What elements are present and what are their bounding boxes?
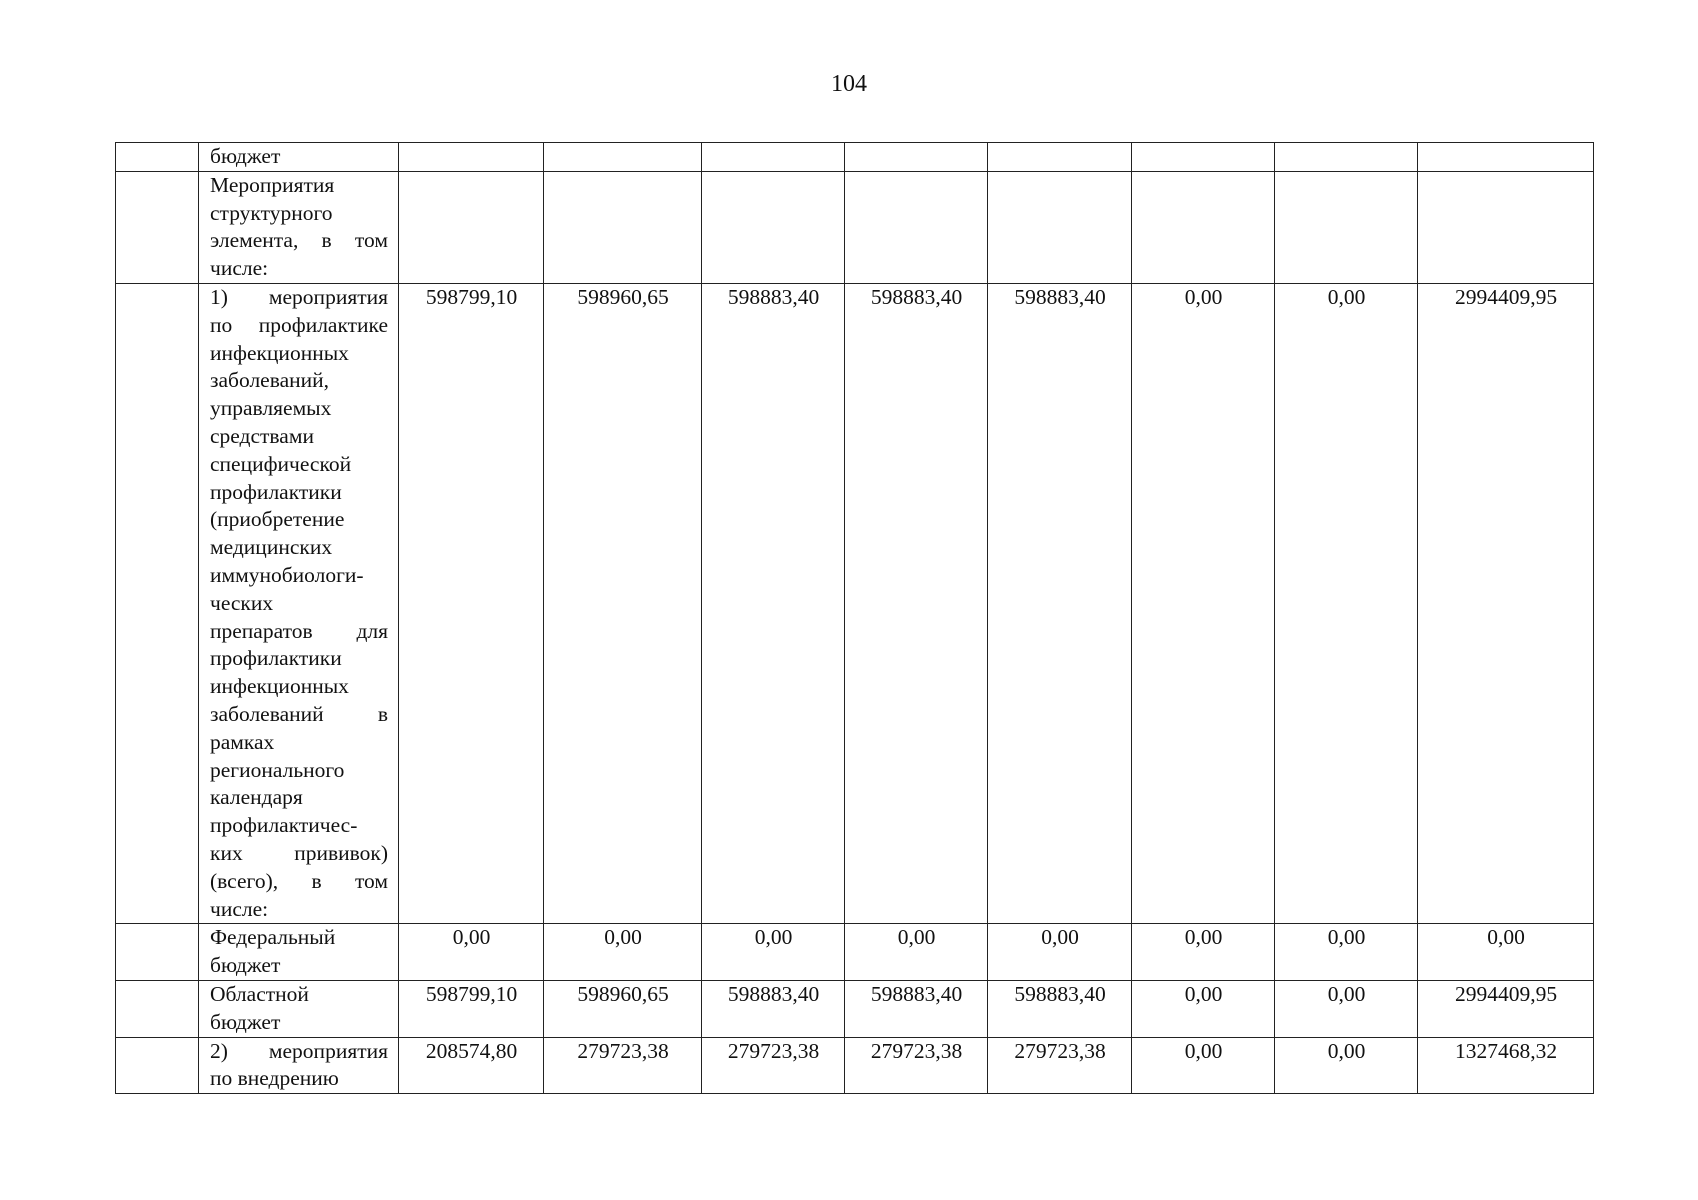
description-line: профилактики: [210, 646, 342, 671]
value-cell: [988, 143, 1132, 172]
table-row: [116, 1037, 1594, 1094]
value-cell: 0,00: [544, 924, 702, 981]
row-number-cell: [116, 143, 199, 172]
value-cell: 0,00: [1275, 283, 1418, 923]
description-line: ких прививок): [210, 840, 388, 865]
description-line: иммунобиологи-: [210, 562, 364, 587]
description-cell: [199, 143, 399, 172]
description-line: Областной: [210, 981, 309, 1006]
value-cell: 2994409,95: [1418, 980, 1594, 1037]
description-line: инфекционных: [210, 674, 349, 699]
value-cell: [845, 143, 988, 172]
budget-table: [115, 142, 1594, 1094]
row-number-cell: [116, 283, 199, 923]
description-line: ческих: [210, 590, 274, 615]
page-number: 104: [831, 71, 867, 97]
value-cell: 279723,38: [702, 1037, 845, 1094]
value-cell: 0,00: [399, 924, 544, 981]
value-cell: 208574,80: [399, 1037, 544, 1094]
value-cell: 0,00: [1275, 924, 1418, 981]
row-number-cell: [116, 171, 199, 283]
row-number-cell: [116, 980, 199, 1037]
value-cell: [988, 171, 1132, 283]
value-cell: 279723,38: [988, 1037, 1132, 1094]
value-cell: 1327468,32: [1418, 1037, 1594, 1094]
table-row: [116, 143, 1594, 172]
description-line: элемента, в том: [210, 228, 388, 253]
table-row: [116, 283, 1594, 923]
value-cell: [702, 171, 845, 283]
description-line: инфекционных: [210, 340, 349, 365]
value-cell: [544, 143, 702, 172]
value-cell: 0,00: [1132, 924, 1275, 981]
value-cell: [399, 143, 544, 172]
description-line: календаря: [210, 785, 303, 810]
value-cell: 598883,40: [988, 980, 1132, 1037]
description-line: числе:: [210, 896, 269, 921]
description-line: заболеваний в: [210, 701, 388, 726]
description-line: бюджет: [210, 144, 281, 168]
description-line: рамках: [210, 729, 275, 754]
description-line: профилактичес-: [210, 813, 358, 838]
value-cell: 598883,40: [845, 980, 988, 1037]
value-cell: [544, 171, 702, 283]
value-cell: 0,00: [1132, 980, 1275, 1037]
value-cell: [1132, 171, 1275, 283]
value-cell: [845, 171, 988, 283]
value-cell: 0,00: [845, 924, 988, 981]
description-line: Федеральный: [210, 925, 336, 950]
value-cell: 598883,40: [702, 283, 845, 923]
description-cell: [199, 924, 399, 981]
description-line: 2) мероприятия: [210, 1038, 388, 1063]
description-cell: [199, 171, 399, 283]
description-line: бюджет: [210, 953, 281, 978]
value-cell: 598883,40: [845, 283, 988, 923]
value-cell: 0,00: [1132, 1037, 1275, 1094]
description-line: медицинских: [210, 535, 333, 560]
row-number-cell: [116, 1037, 199, 1094]
value-cell: [1418, 171, 1594, 283]
value-cell: 279723,38: [845, 1037, 988, 1094]
value-cell: [399, 171, 544, 283]
description-line: по внедрению: [210, 1066, 339, 1091]
value-cell: 0,00: [1132, 283, 1275, 923]
value-cell: [1275, 171, 1418, 283]
value-cell: 598883,40: [702, 980, 845, 1037]
value-cell: 598960,65: [544, 283, 702, 923]
description-cell: [199, 1037, 399, 1094]
table-row: [116, 171, 1594, 283]
description-line: управляемых: [210, 396, 332, 421]
table-row: [116, 924, 1594, 981]
value-cell: 0,00: [1275, 1037, 1418, 1094]
description-line: числе:: [210, 256, 269, 281]
description-cell: [199, 980, 399, 1037]
value-cell: [702, 143, 845, 172]
value-cell: 0,00: [988, 924, 1132, 981]
value-cell: [1418, 143, 1594, 172]
value-cell: 598960,65: [544, 980, 702, 1037]
value-cell: 2994409,95: [1418, 283, 1594, 923]
description-line: препаратов для: [210, 618, 388, 643]
value-cell: 279723,38: [544, 1037, 702, 1094]
description-line: 1) мероприятия: [210, 284, 388, 309]
value-cell: 598799,10: [399, 980, 544, 1037]
description-line: по профилактике: [210, 312, 388, 337]
description-line: специфической: [210, 451, 352, 476]
description-cell: [199, 283, 399, 923]
value-cell: 0,00: [1418, 924, 1594, 981]
value-cell: [1275, 143, 1418, 172]
description-line: заболеваний,: [210, 368, 330, 393]
description-line: (всего), в том: [210, 868, 388, 893]
description-line: профилактики: [210, 479, 342, 504]
value-cell: 598883,40: [988, 283, 1132, 923]
table-body: [116, 143, 1594, 1094]
value-cell: 598799,10: [399, 283, 544, 923]
description-line: регионального: [210, 757, 345, 782]
description-line: структурного: [210, 200, 333, 225]
value-cell: 0,00: [1275, 980, 1418, 1037]
table-row: [116, 980, 1594, 1037]
description-line: (приобретение: [210, 507, 345, 532]
description-line: бюджет: [210, 1009, 281, 1034]
value-cell: 0,00: [702, 924, 845, 981]
value-cell: [1132, 143, 1275, 172]
description-line: Мероприятия: [210, 172, 335, 197]
description-line: средствами: [210, 423, 314, 448]
row-number-cell: [116, 924, 199, 981]
